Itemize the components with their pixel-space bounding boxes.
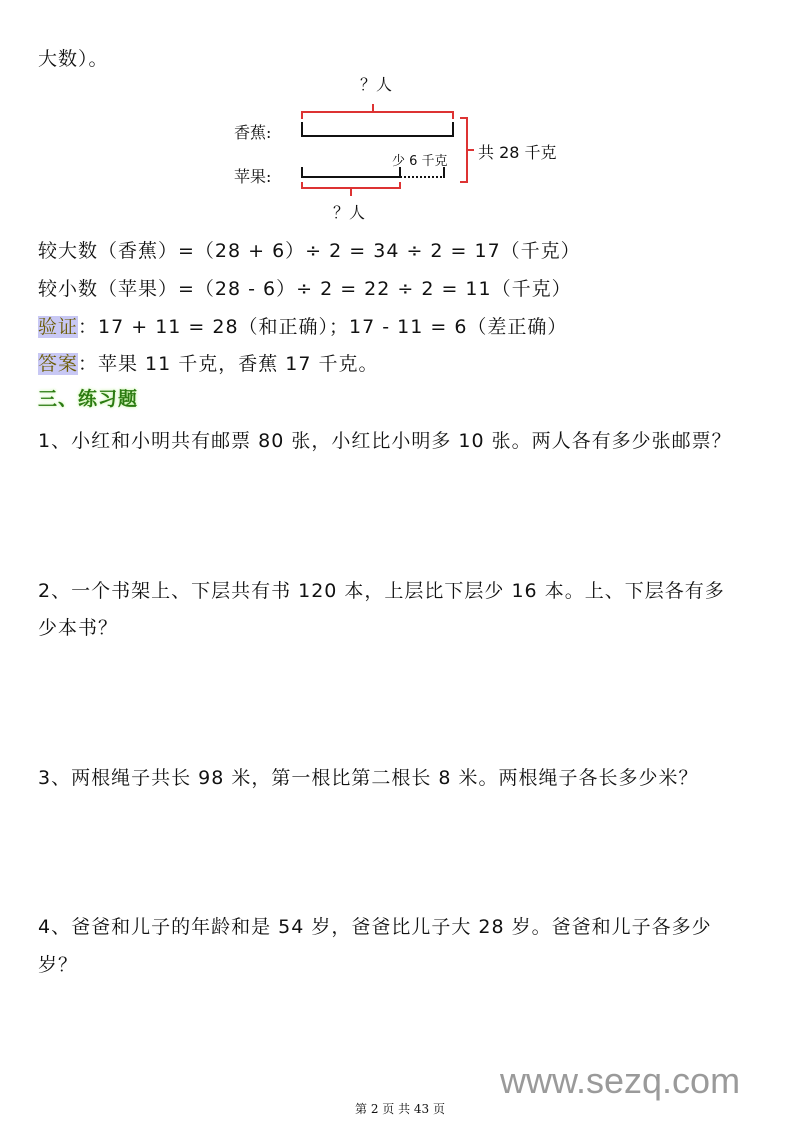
answer-highlight: 答案: [38, 353, 79, 375]
calc-smaller: 较小数（苹果）=（28 - 6）÷ 2 = 22 ÷ 2 = 11（千克）: [38, 278, 572, 300]
section-title: 三、练习题: [38, 388, 139, 410]
banana-label: 香蕉:: [234, 123, 272, 142]
page-footer: 第 2 页 共 43 页: [355, 1102, 445, 1116]
line-segment-diagram: [220, 60, 580, 230]
verify-highlight: 验证: [38, 316, 79, 338]
total-label: 共 28 千克: [478, 143, 557, 162]
answer: [38, 349, 379, 376]
question-3: 3、两根绳子共长 98 米，第一根比第二根长 8 米。两根绳子各长多少米？: [38, 767, 699, 789]
watermark: www.sezq.com: [500, 1060, 741, 1101]
verify-text: ：17 + 11 = 28（和正确）；17 - 11 = 6（差正确）: [78, 316, 568, 338]
verification: [38, 312, 567, 339]
answer-text: ：苹果 11 千克，香蕉 17 千克。: [78, 353, 379, 375]
calc-larger: 较大数（香蕉）=（28 + 6）÷ 2 = 34 ÷ 2 = 17（千克）: [38, 240, 581, 262]
bottom-unknown-label: ？人: [333, 203, 366, 222]
question-1: 1、小红和小明共有邮票 80 张，小红比小明多 10 张。两人各有多少张邮票？: [38, 430, 732, 452]
question-4: 4、爸爸和儿子的年龄和是 54 岁，爸爸比儿子大 28 岁。爸爸和儿子各多少: [38, 916, 712, 938]
apple-label: 苹果:: [234, 167, 272, 186]
top-unknown-label: ？人: [360, 75, 393, 94]
intro-tail: 大数）。: [38, 48, 109, 70]
difference-label: 少 6 千克: [392, 154, 448, 169]
question-2: 2、一个书架上、下层共有书 120 本，上层比下层少 16 本。上、下层各有多: [38, 580, 725, 602]
question-2-cont: 少本书？: [38, 617, 119, 639]
question-4-cont: 岁？: [38, 954, 79, 976]
